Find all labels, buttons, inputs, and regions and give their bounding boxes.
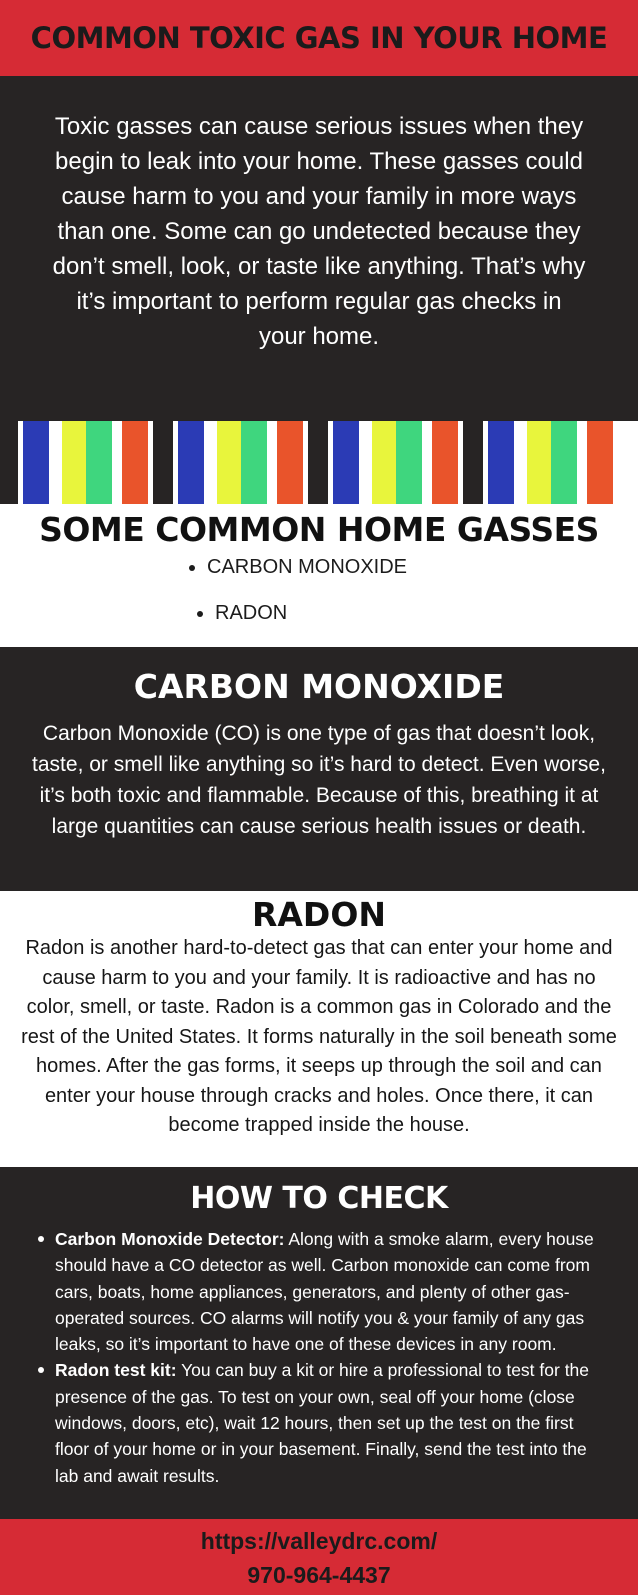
stripe-blue (178, 421, 204, 504)
carbon-monoxide-section (0, 647, 638, 891)
common-gasses-section (0, 504, 638, 647)
stripe-dark-separator (463, 421, 483, 504)
stripe-orange (432, 421, 458, 504)
stripe-dark-separator (308, 421, 328, 504)
stripe-yellow (217, 421, 241, 504)
stripe-dark-edge (0, 421, 18, 504)
header-banner (0, 0, 638, 76)
how-to-check-section (0, 1167, 638, 1519)
radon-heading: RADON (251, 895, 386, 934)
intro-text: Toxic gasses can cause serious issues when they begin to leak into your home. These gasses could cause harm to you and your family in more ways than one. Some can go undetected because they don’t smell, look, or taste like anything. That’s why it’s important to perform regular gas checks in your home. (52, 113, 586, 350)
page-title: COMMON TOXIC GAS IN YOUR HOME (30, 21, 608, 55)
radon-text: Radon is another hard-to-detect gas that can enter your home and cause harm to you and your family. It is radioactive and has no color, smell, or taste. Radon is a common gas in Colorado and the rest of the United States. It forms naturally in the soil beneath some homes. After the gas forms, it seeps up through the soil and can enter your house through cracks and holes. Once there, it can become trapped inside the house. (21, 937, 617, 1136)
stripe-green (241, 421, 267, 504)
phone-number[interactable]: 970-964-4437 (247, 1562, 391, 1588)
check-item-co-detector (55, 1226, 608, 1357)
stripe-blue (23, 421, 49, 504)
check-item-text: You can buy a kit or hire a professional to test for the presence of the gas. To test on your own, seal off your home (close windows, doors, etc), wait 12 hours, then set up the test on the first floor of your home or in your basement. Finally, send the test into the lab and await results. (55, 1360, 590, 1486)
gas-item-label: CARBON MONOXIDE (207, 556, 408, 578)
radon-section (0, 891, 638, 1167)
bullet-icon (38, 1236, 44, 1242)
stripe-blue (488, 421, 514, 504)
stripe-green (86, 421, 112, 504)
bullet-icon (189, 565, 195, 571)
gas-list-item (197, 602, 287, 625)
stripe-dark-separator (153, 421, 173, 504)
co-heading: CARBON MONOXIDE (133, 667, 505, 706)
check-item-label: Radon test kit: (55, 1360, 177, 1381)
stripe-yellow (372, 421, 396, 504)
stripe-orange (122, 421, 148, 504)
stripe-green (551, 421, 577, 504)
intro-section (0, 76, 638, 421)
check-item-radon-kit (55, 1357, 608, 1488)
gas-item-label: RADON (215, 602, 288, 624)
stripes-graphic (0, 421, 638, 504)
stripe-yellow (62, 421, 86, 504)
bullet-icon (38, 1367, 44, 1373)
co-text: Carbon Monoxide (CO) is one type of gas that doesn’t look, taste, or smell like anything so it’s hard to detect. Even worse, it’s both toxic and flammable. Because of this, breathing it at large quantities can cause serious health issues or death. (32, 722, 606, 838)
gasses-heading: SOME COMMON HOME GASSES (39, 510, 599, 549)
stripe-orange (587, 421, 613, 504)
stripe-orange (277, 421, 303, 504)
stripe-white-edge (618, 421, 638, 504)
stripe-green (396, 421, 422, 504)
website-link[interactable]: https://valleydrc.com/ (200, 1528, 438, 1554)
check-heading: HOW TO CHECK (190, 1181, 448, 1216)
bullet-icon (197, 611, 203, 617)
footer-banner (0, 1519, 638, 1595)
check-list (0, 1216, 638, 1489)
check-item-text: Along with a smoke alarm, every house should have a CO detector as well. Carbon monoxide can come from cars, boats, home appliances, generators, and plenty of other gas-operated sources. CO alarms will notify you & your family of any gas leaks, so it’s important to have one of these devices in any room. (55, 1229, 594, 1355)
check-item-label: Carbon Monoxide Detector: (55, 1229, 285, 1249)
gas-list-item (189, 556, 407, 579)
color-stripes-decoration (0, 421, 638, 504)
stripe-blue (333, 421, 359, 504)
stripe-yellow (527, 421, 551, 504)
